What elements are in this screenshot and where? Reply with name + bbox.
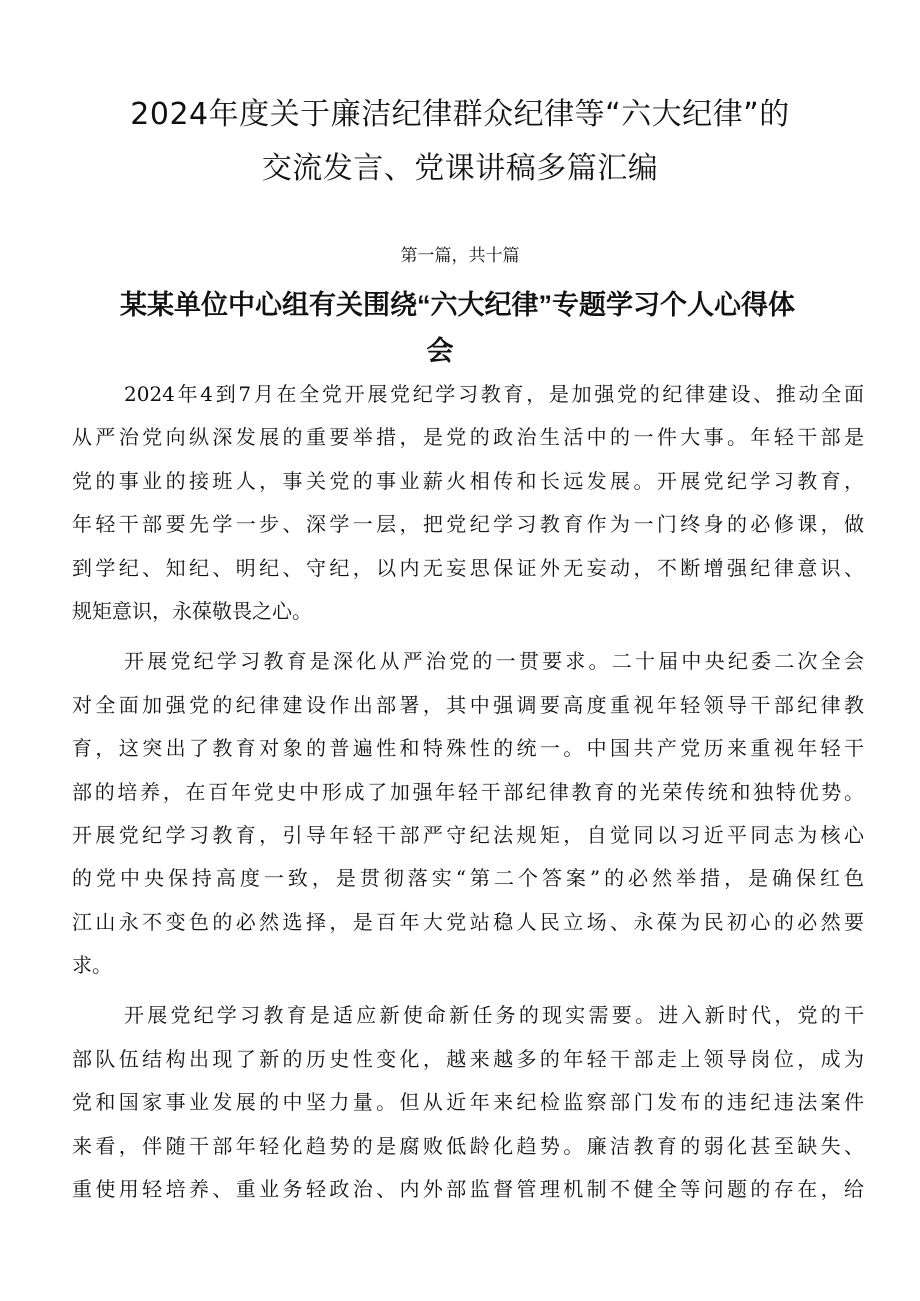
paragraph-line: 开展党纪学习教育，引导年轻干部严守纪法规矩，自觉同以习近平同志为核心 xyxy=(72,822,864,847)
paragraph-line: 开展党纪学习教育是适应新使命新任务的现实需要。进入新时代，党的干 xyxy=(124,1003,864,1028)
paragraph-line: 部的培养，在百年党史中形成了加强年轻干部纪律教育的光荣传统和独特优势。 xyxy=(72,779,864,804)
paragraph-line: 的党中央保持高度一致，是贯彻落实“第二个答案”的必然举措，是确保红色 xyxy=(72,866,864,891)
paragraph-line: 开展党纪学习教育是深化从严治党的一贯要求。二十届中央纪委二次全会 xyxy=(124,649,864,674)
paragraph-line: 对全面加强党的纪律建设作出部署，其中强调要高度重视年轻领导干部纪律教 xyxy=(72,692,864,717)
paragraph-line: 到学纪、知纪、明纪、守纪，以内无妄思保证外无妄动，不断增强纪律意识、 xyxy=(72,555,864,580)
paragraph-line: 规矩意识，永葆敬畏之心。 xyxy=(72,598,312,623)
section-title xyxy=(120,282,880,374)
paragraph-line: 从严治党向纵深发展的重要举措，是党的政治生活中的一件大事。年轻干部是 xyxy=(72,425,864,450)
paragraph-line: 党的事业的接班人，事关党的事业薪火相传和长远发展。开展党纪学习教育， xyxy=(72,468,864,493)
document-title xyxy=(60,88,860,196)
paragraph-line: 育，这突出了教育对象的普遍性和特殊性的统一。中国共产党历来重视年轻干 xyxy=(72,736,864,761)
section-title-line-1: 某某单位中心组有关围绕“六大纪律”专题学习个人心得体 xyxy=(120,290,795,320)
paragraph-3 xyxy=(72,994,864,1211)
paragraph-line: 江山永不变色的必然选择，是百年大党站稳人民立场、永葆为民初心的必然要 xyxy=(72,909,864,934)
paragraph-line: 年轻干部要先学一步、深学一层，把党纪学习教育作为一门终身的必修课，做 xyxy=(72,512,864,537)
paragraph-1 xyxy=(72,373,864,633)
paragraph-line: 重使用轻培养、重业务轻政治、内外部监督管理机制不健全等问题的存在，给 xyxy=(72,1177,864,1202)
paragraph-2 xyxy=(72,640,864,987)
document-title-line-1: 2024年度关于廉洁纪律群众纪律等“六大纪律”的 xyxy=(130,97,790,132)
part-label: 第一篇，共十篇 xyxy=(400,246,520,266)
body-text xyxy=(72,373,864,1211)
document-title-line-2: 交流发言、党课讲稿多篇汇编 xyxy=(261,151,659,186)
paragraph-line: 来看，伴随干部年轻化趋势的是腐败低龄化趋势。廉洁教育的弱化甚至缺失、 xyxy=(72,1133,864,1158)
section-title-line-2: 会 xyxy=(426,336,454,366)
paragraph-line: 2024年4到7月在全党开展党纪学习教育，是加强党的纪律建设、推动全面 xyxy=(124,382,864,406)
paragraph-line: 部队伍结构出现了新的历史性变化，越来越多的年轻干部走上领导岗位，成为 xyxy=(72,1046,864,1071)
paragraph-line: 求。 xyxy=(72,953,112,978)
paragraph-line: 党和国家事业发展的中坚力量。但从近年来纪检监察部门发布的违纪违法案件 xyxy=(72,1090,864,1115)
